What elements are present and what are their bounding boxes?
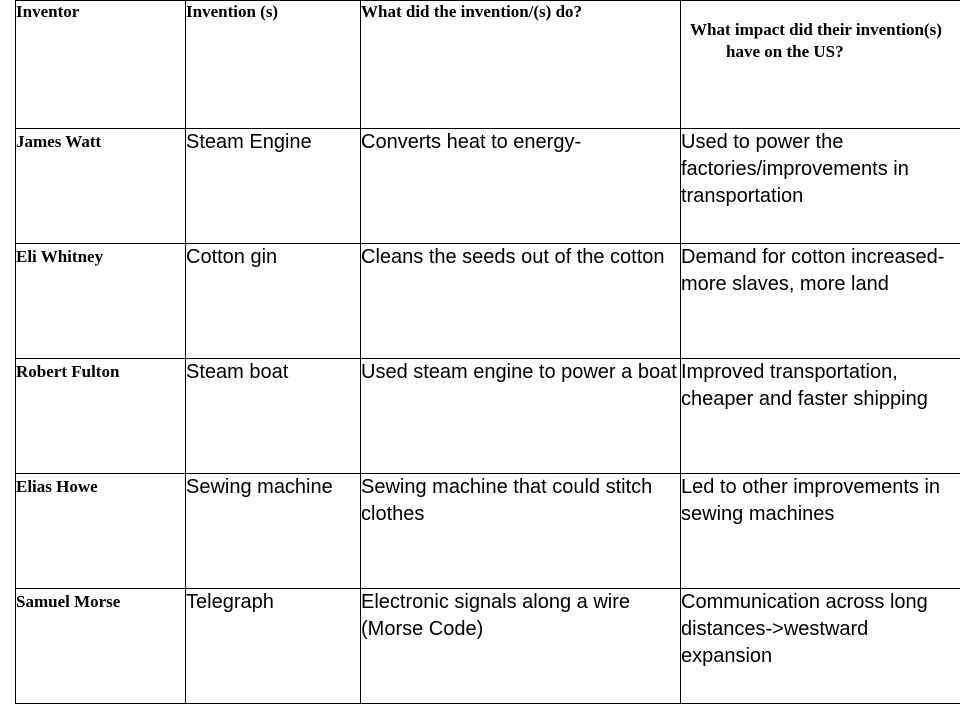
- table-row: [16, 474, 960, 589]
- what-did-cell: [361, 474, 681, 589]
- header-cell-impact: [681, 1, 960, 129]
- table-header-row: [16, 1, 960, 129]
- header-cell-what-did: [361, 1, 681, 129]
- inventor-name: Eli Whitney: [16, 247, 104, 266]
- header-what-did: What did the invention/(s) do?: [361, 2, 583, 21]
- what-did-cell: [361, 244, 681, 359]
- inventor-name: Samuel Morse: [16, 592, 121, 611]
- invention-cell: [186, 359, 361, 474]
- table-row: [16, 359, 960, 474]
- header-impact: What impact did their invention(s) have on the US?: [690, 20, 942, 61]
- invention-cell: [186, 474, 361, 589]
- inventor-name: Robert Fulton: [16, 362, 120, 381]
- table-row: [16, 589, 960, 704]
- invention-cell: [186, 244, 361, 359]
- what-did-text: Converts heat to energy-: [361, 131, 582, 153]
- what-did-text: Used steam engine to power a boat: [361, 361, 677, 383]
- what-did-text: Cleans the seeds out of the cotton: [361, 246, 665, 268]
- impact-cell: [681, 474, 960, 589]
- inventor-cell: [16, 589, 186, 704]
- header-inventor: Inventor: [16, 2, 80, 21]
- impact-cell: [681, 244, 960, 359]
- invention-text: Steam boat: [186, 361, 289, 383]
- inventor-cell: [16, 244, 186, 359]
- impact-text: Led to other improvements in sewing machines: [681, 476, 941, 525]
- invention-cell: [186, 589, 361, 704]
- impact-text: Improved transportation, cheaper and faster shipping: [681, 361, 928, 410]
- what-did-text: Sewing machine that could stitch clothes: [361, 476, 653, 525]
- header-invention: Invention (s): [186, 2, 279, 21]
- impact-text: Used to power the factories/improvements in transportation: [681, 131, 909, 207]
- invention-text: Cotton gin: [186, 246, 278, 268]
- header-cell-inventor: [16, 1, 186, 129]
- what-did-cell: [361, 589, 681, 704]
- impact-text: Communication across long distances->westward expansion: [681, 591, 928, 667]
- what-did-cell: [361, 129, 681, 244]
- impact-text: Demand for cotton increased-more slaves, more land: [681, 246, 945, 295]
- impact-cell: [681, 129, 960, 244]
- header-cell-invention: [186, 1, 361, 129]
- impact-cell: [681, 359, 960, 474]
- inventor-cell: [16, 129, 186, 244]
- inventor-name: Elias Howe: [16, 477, 98, 496]
- inventor-name: James Watt: [16, 132, 102, 151]
- invention-text: Sewing machine: [186, 476, 333, 498]
- inventor-cell: [16, 474, 186, 589]
- invention-cell: [186, 129, 361, 244]
- what-did-cell: [361, 359, 681, 474]
- invention-text: Steam Engine: [186, 131, 312, 153]
- inventors-table: [15, 0, 960, 704]
- table-row: [16, 129, 960, 244]
- what-did-text: Electronic signals along a wire (Morse Code): [361, 591, 631, 640]
- inventor-cell: [16, 359, 186, 474]
- impact-cell: [681, 589, 960, 704]
- table-row: [16, 244, 960, 359]
- invention-text: Telegraph: [186, 591, 274, 613]
